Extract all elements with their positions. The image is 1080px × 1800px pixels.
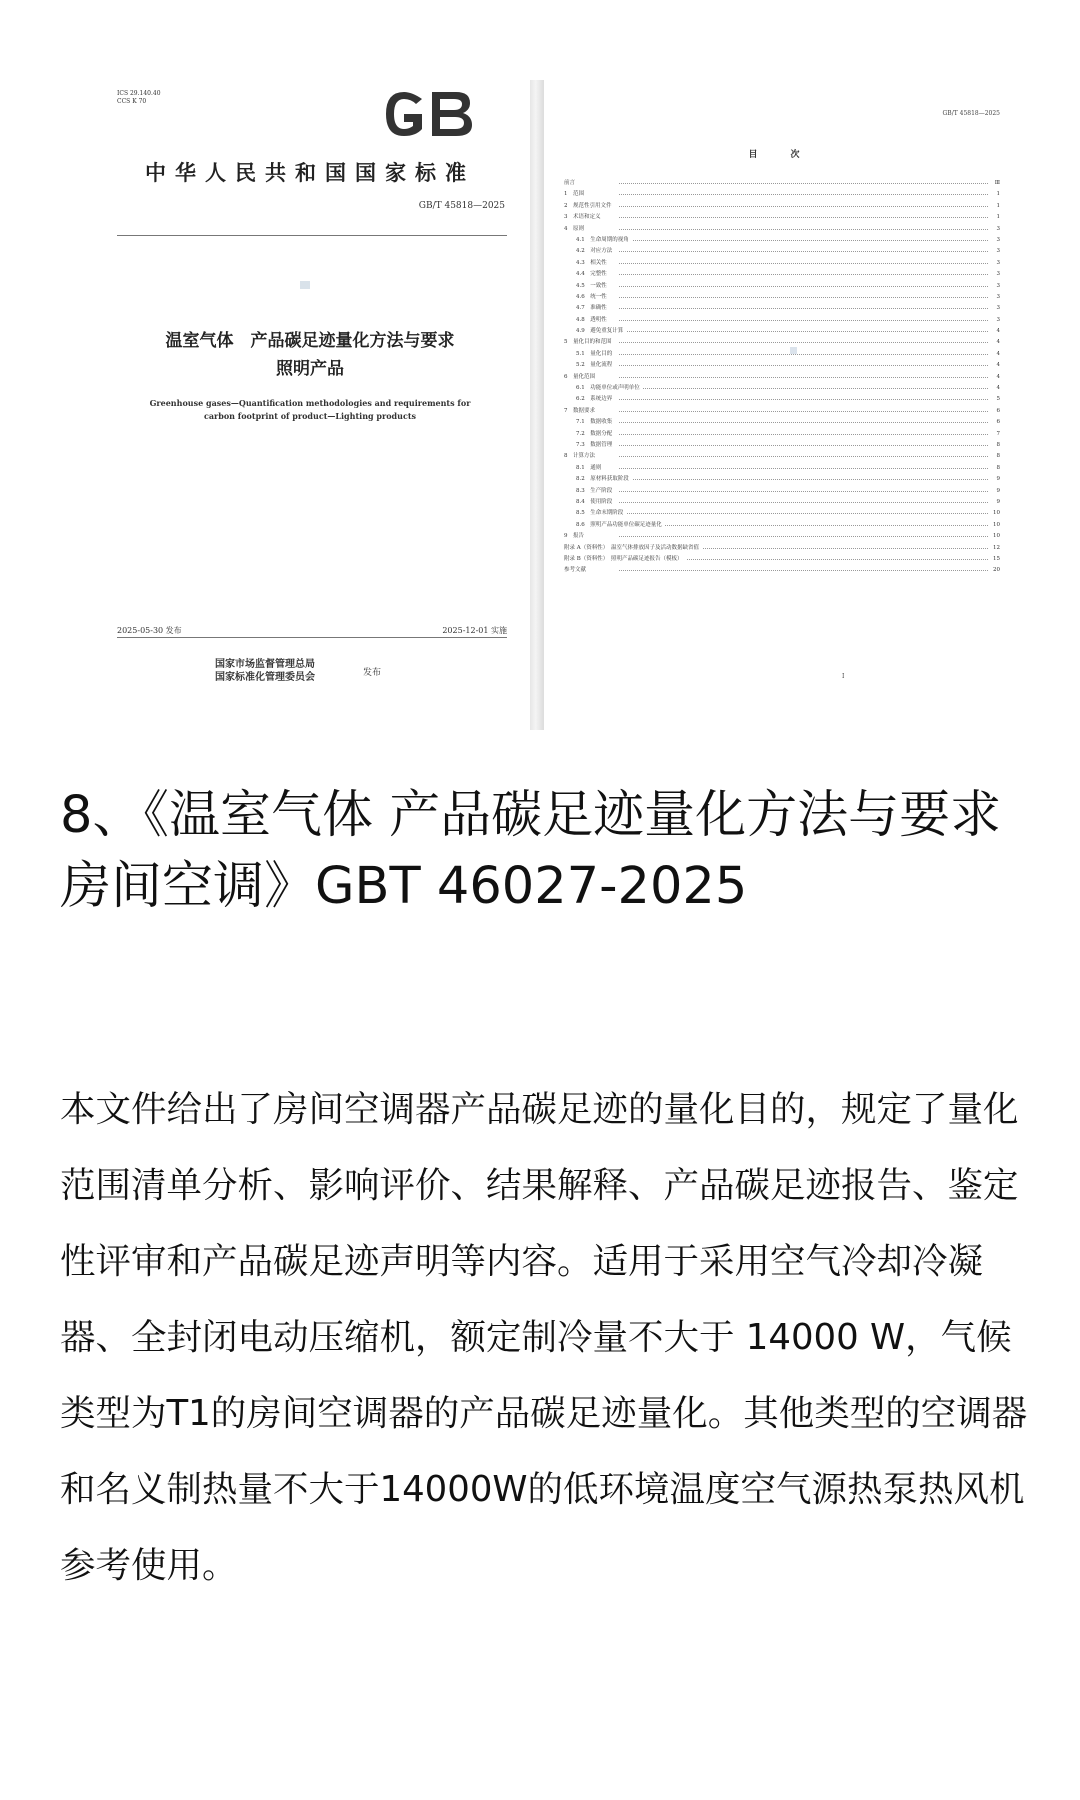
toc-entry-title: 8 计算方法	[564, 453, 598, 459]
toc-entry-title: 9 报告	[564, 533, 587, 539]
toc-entry-page: 3	[995, 235, 1001, 246]
toc-entry	[564, 543, 1000, 554]
scan-mark	[300, 281, 310, 289]
cover-title-line1: 温室气体 产品碳足迹量化方法与要求	[165, 331, 455, 351]
toc-entry-title: 4.5 一致性	[576, 283, 610, 289]
toc-entry-page: 3	[995, 303, 1001, 314]
toc-leader-dots	[619, 229, 988, 230]
issuing-authorities	[215, 658, 315, 684]
toc-entry-title: 1 范围	[564, 191, 587, 197]
cover-bottom-rule	[117, 637, 507, 638]
toc-entry-page: 3	[995, 269, 1001, 280]
toc-leader-dots	[619, 354, 988, 355]
toc-leader-dots	[619, 263, 988, 264]
toc-leader-dots	[619, 502, 988, 503]
issuer-line2: 国家标准化管理委员会	[215, 672, 315, 683]
article-body: 本文件给出了房间空调器产品碳足迹的量化目的，规定了量化范围清单分析、影响评价、结果解释、产品碳足迹报告、鉴定性评审和产品碳足迹声明等内容。适用于采用空气冷却冷凝器、全封闭电动压缩机，额定制冷量不大于 14000 W，气候类型为T1的房间空调器的产品碳足迹量化。其他类型的空调器和名义制热量不大于14000W的低环境温度空气源热泵热风机参考使用。	[60, 1089, 1028, 1586]
toc-leader-dots	[619, 525, 988, 526]
toc-entry-title: 4.3 相关性	[576, 260, 610, 266]
toc-leader-dots	[619, 456, 988, 457]
toc-entry-page: Ⅲ	[993, 178, 1000, 189]
toc-page-number: I	[842, 673, 845, 680]
toc-entry-title: 8.4 使用阶段	[576, 499, 615, 505]
toc-entry-title: 8.1 通则	[576, 465, 604, 471]
toc-entry	[564, 326, 1000, 337]
toc-entry-page: 1	[995, 201, 1001, 212]
toc-entry-page: 4	[995, 383, 1001, 394]
toc-leader-dots	[619, 491, 988, 492]
toc-leader-dots	[619, 206, 988, 207]
toc-entry-title: 附录 B（资料性） 照明产品碳足迹报告（模板）	[564, 556, 686, 562]
toc-entry-title: 8.6 照明产品功能单位碳足迹量化	[576, 522, 665, 528]
toc-leader-dots	[619, 183, 988, 184]
toc-entry	[564, 451, 1000, 462]
toc-entry-title: 8.3 生产阶段	[576, 488, 615, 494]
toc-entry	[564, 394, 1000, 405]
toc-entry-title: 4.9 避免重复计算	[576, 328, 626, 334]
toc-entry-page: 3	[995, 292, 1001, 303]
toc-entry	[564, 417, 1000, 428]
toc-entry	[564, 212, 1000, 223]
toc-entry-title: 4 原则	[564, 226, 587, 232]
toc-entry	[564, 246, 1000, 257]
toc-entry-title: 4.8 透明性	[576, 317, 610, 323]
toc-entry-title: 4.6 统一性	[576, 294, 610, 300]
toc-entry-title: 6 量化范围	[564, 374, 598, 380]
toc-entry-page: 5	[995, 394, 1001, 405]
toc-leader-dots	[619, 342, 988, 343]
page-spine-divider	[530, 80, 544, 730]
toc-entry-page: 6	[995, 406, 1001, 417]
toc-standard-number: GB/T 45818—2025	[942, 110, 1000, 117]
toc-entry	[564, 440, 1000, 451]
toc-entry	[564, 303, 1000, 314]
toc-entry-page: 9	[995, 474, 1001, 485]
toc-entry	[564, 315, 1000, 326]
toc-leader-dots	[619, 399, 988, 400]
toc-entry-title: 8.2 原材料获取阶段	[576, 476, 632, 482]
toc-entry-title: 参考文献	[564, 567, 589, 573]
toc-leader-dots	[619, 194, 988, 195]
toc-entry-title: 8.5 生命末期阶段	[576, 510, 626, 516]
toc-entry	[564, 531, 1000, 542]
toc-entry-title: 5 量化目的和范围	[564, 339, 615, 345]
toc-entry	[564, 406, 1000, 417]
toc-entry	[564, 429, 1000, 440]
toc-entry-title: 5.2 量化流程	[576, 362, 615, 368]
toc-entry-title: 5.1 量化目的	[576, 351, 615, 357]
toc-entry	[564, 372, 1000, 383]
toc-entry	[564, 360, 1000, 371]
cover-document-title	[95, 327, 525, 383]
toc-entry-page: 7	[995, 429, 1001, 440]
toc-entry-page: 10	[991, 531, 1000, 542]
toc-entry-title: 4.1 生命周期的视角	[576, 237, 632, 243]
toc-entry-title: 7.1 数据收集	[576, 419, 615, 425]
english-title-line1: Greenhouse gases—Quantification methodologies and requirements for	[149, 398, 471, 408]
toc-leader-dots	[619, 365, 988, 366]
toc-entry-title: 2 规范性引用文件	[564, 203, 615, 209]
toc-entry	[564, 292, 1000, 303]
toc-leader-dots	[619, 308, 988, 309]
toc-entry-page: 3	[995, 315, 1001, 326]
toc-entry	[564, 269, 1000, 280]
national-standard-title: 中华人民共和国国家标准	[145, 160, 475, 185]
toc-entry-title: 7 数据要求	[564, 408, 598, 414]
toc-entry-page: 20	[991, 565, 1000, 576]
table-of-contents-page	[560, 75, 1000, 735]
article-heading: 8、《温室气体 产品碳足迹量化方法与要求 房间空调》GBT 46027-2025	[60, 786, 1002, 916]
toc-entry	[564, 383, 1000, 394]
cover-dates	[117, 625, 507, 636]
toc-leader-dots	[619, 274, 988, 275]
toc-entry-page: 4	[995, 349, 1001, 360]
toc-entry	[564, 497, 1000, 508]
issuer-publish-label: 发布	[363, 668, 382, 678]
toc-entry-page: 8	[995, 463, 1001, 474]
toc-entry-title: 4.4 完整性	[576, 271, 610, 277]
ccs-code: CCS K 70	[117, 98, 147, 105]
toc-leader-dots	[619, 422, 988, 423]
toc-entry	[564, 349, 1000, 360]
toc-leader-dots	[619, 217, 988, 218]
toc-entry	[564, 565, 1000, 576]
toc-entry-page: 4	[995, 337, 1001, 348]
toc-entry-title: 前言	[564, 180, 578, 186]
toc-entry-page: 15	[991, 554, 1000, 565]
toc-entry-page: 10	[991, 508, 1000, 519]
toc-entry-page: 1	[995, 212, 1001, 223]
toc-entry	[564, 201, 1000, 212]
toc-entry	[564, 474, 1000, 485]
cover-english-title	[115, 397, 505, 423]
toc-list	[564, 178, 1000, 577]
implement-date: 2025-12-01 实施	[442, 626, 507, 635]
toc-leader-dots	[619, 377, 988, 378]
toc-entry	[564, 463, 1000, 474]
ics-code: ICS 29.140.40	[117, 90, 161, 97]
toc-entry	[564, 486, 1000, 497]
issuer-line1: 国家市场监督管理总局	[215, 659, 315, 670]
toc-leader-dots	[619, 434, 988, 435]
toc-leader-dots	[619, 297, 988, 298]
toc-entry-title: 7.3 数据管理	[576, 442, 615, 448]
toc-entry	[564, 189, 1000, 200]
toc-entry-title: 6.1 功能单位或声明单位	[576, 385, 643, 391]
toc-entry	[564, 178, 1000, 189]
toc-entry-page: 9	[995, 486, 1001, 497]
toc-entry-page: 4	[995, 372, 1001, 383]
toc-leader-dots	[619, 536, 988, 537]
toc-entry-page: 3	[995, 246, 1001, 257]
toc-entry	[564, 337, 1000, 348]
toc-leader-dots	[619, 479, 988, 480]
toc-entry-page: 3	[995, 281, 1001, 292]
toc-entry	[564, 224, 1000, 235]
toc-entry-page: 6	[995, 417, 1001, 428]
gb-logo-icon	[382, 89, 476, 139]
toc-leader-dots	[619, 570, 988, 571]
standard-cover-page	[95, 75, 525, 735]
toc-leader-dots	[619, 320, 988, 321]
toc-entry-title: 3 术语和定义	[564, 214, 604, 220]
toc-entry-title: 附录 A（资料性） 温室气体排放因子及活动数据缺省值	[564, 545, 702, 551]
cover-standard-number: GB/T 45818—2025	[418, 201, 505, 211]
toc-leader-dots	[619, 388, 988, 389]
toc-entry-title: 7.2 数据分配	[576, 431, 615, 437]
toc-entry-title: 6.2 系统边界	[576, 396, 615, 402]
toc-entry	[564, 508, 1000, 519]
toc-leader-dots	[619, 411, 988, 412]
toc-entry	[564, 258, 1000, 269]
toc-entry-title: 4.7 准确性	[576, 305, 610, 311]
toc-entry	[564, 554, 1000, 565]
toc-leader-dots	[619, 331, 988, 332]
toc-leader-dots	[619, 468, 988, 469]
toc-leader-dots	[619, 286, 988, 287]
toc-leader-dots	[619, 445, 988, 446]
toc-entry-page: 1	[995, 189, 1001, 200]
toc-entry	[564, 281, 1000, 292]
cover-top-rule	[117, 235, 507, 236]
toc-entry	[564, 235, 1000, 246]
toc-heading: 目 次	[748, 150, 812, 160]
toc-entry-page: 8	[995, 440, 1001, 451]
toc-entry-page: 4	[995, 360, 1001, 371]
toc-entry-page: 9	[995, 497, 1001, 508]
document-scan-image	[0, 75, 1080, 735]
toc-leader-dots	[619, 251, 988, 252]
toc-leader-dots	[619, 513, 988, 514]
classification-codes	[117, 90, 161, 106]
toc-entry-page: 3	[995, 224, 1001, 235]
toc-entry-title: 4.2 对应方法	[576, 248, 615, 254]
publish-date: 2025-05-30 发布	[117, 626, 182, 635]
english-title-line2: carbon footprint of product—Lighting products	[203, 411, 417, 421]
toc-leader-dots	[619, 240, 988, 241]
toc-entry-page: 3	[995, 258, 1001, 269]
toc-entry-page: 8	[995, 451, 1001, 462]
toc-entry	[564, 520, 1000, 531]
toc-entry-page: 4	[995, 326, 1001, 337]
cover-title-line2: 照明产品	[276, 359, 344, 379]
toc-entry-page: 12	[991, 543, 1000, 554]
toc-entry-page: 10	[991, 520, 1000, 531]
